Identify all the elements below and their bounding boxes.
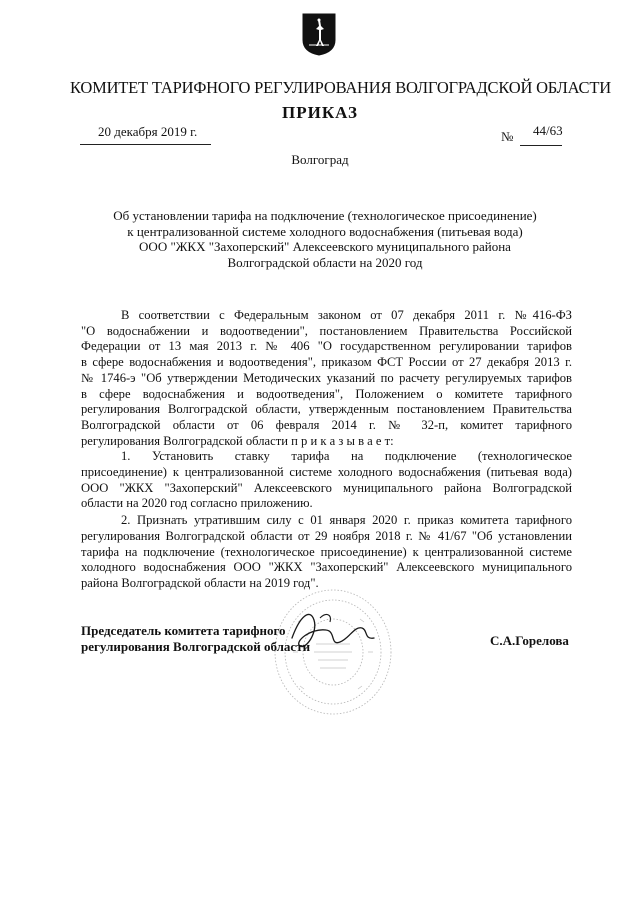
position-line: регулирования Волгоградской области [81,639,311,654]
body-line: в сфере водоснабжения и водоотведения", приказом ФСТ России от 27 декабря 2013 г. [81,355,572,370]
date-underline [80,144,211,145]
item-2-line: тарифа на подключение (технологическое присоединение) к централизованной системе [81,544,572,559]
signatory-name: С.А.Горелова [490,633,569,648]
committee-name: КОМИТЕТ ТАРИФНОГО РЕГУЛИРОВАНИЯ ВОЛГОГРАДСКОЙ ОБЛАСТИ [70,78,611,97]
item-1-line: ООО "ЖКХ "Захоперский" Алексеевского муниципального района Волгоградской [81,480,572,495]
document-type-title: ПРИКАЗ [282,103,358,122]
body-line: "О водоснабжении и водоотведении", постановлением Правительства Российской [81,323,572,338]
item-1-line: области на 2020 год согласно приложению. [81,496,313,511]
order-date: 20 декабря 2019 г. [98,124,198,139]
subject-line: ООО "ЖКХ "Захоперский" Алексеевского муниципального района [139,239,511,255]
item-2-line: регулирования Волгоградской области от 29 ноября 2018 г. № 41/67 "Об установлении [81,528,572,543]
body-line: Федерации от 13 мая 2013 г. № 406 "О государственном регулировании тарифов [81,339,572,354]
signatory-position [81,623,310,655]
order-subject [90,208,560,270]
position-line: Председатель комитета тарифного [81,623,286,638]
item-2-line: холодного водоснабжения ООО "ЖКХ "Захоперский" Алексеевского муниципального [81,560,572,575]
issuing-city: Волгоград [291,152,349,167]
subject-line: Волгоградской области на 2020 год [227,254,423,270]
body-line: № 1746-э "Об утверждении Методических указаний по расчету регулируемых тарифов [81,370,572,385]
item-1-line: присоединение) к централизованной системе холодного водоснабжения (питьевая вода) [81,465,572,480]
order-number: 44/63 [533,123,563,138]
volgograd-coat-of-arms-icon [301,12,337,56]
number-underline [520,145,562,146]
order-body [81,308,572,592]
body-line: В соответствии с Федеральным законом от 07 декабря 2011 г. №416-ФЗ [121,308,572,322]
body-line: Волгоградской области от 06 февраля 2014 г. № 32-п, комитет тарифного [81,417,572,432]
body-line: в сфере водоснабжения и водоотведения", Положением о комитете тарифного [81,386,572,401]
item-2-line: района Волгоградской области на 2019 год". [81,575,319,590]
item-1-line: 1. Установить ставку тарифа на подключение (технологическое [121,449,572,464]
item-2-line: 2. Признать утратившим силу с 01 января 2020 г. приказ комитета тарифного [121,513,572,528]
subject-line: Об установлении тарифа на подключение (технологическое присоединение) [113,208,537,223]
subject-line: к централизованной системе холодного водоснабжения (питьевая вода) [127,223,523,239]
order-number-sign: № [501,129,514,144]
body-line: регулирования Волгоградской области, утвержденным постановлением Правительства [81,402,572,417]
body-line: регулирования Волгоградской области п р и к а з ы в а е т: [81,433,394,448]
